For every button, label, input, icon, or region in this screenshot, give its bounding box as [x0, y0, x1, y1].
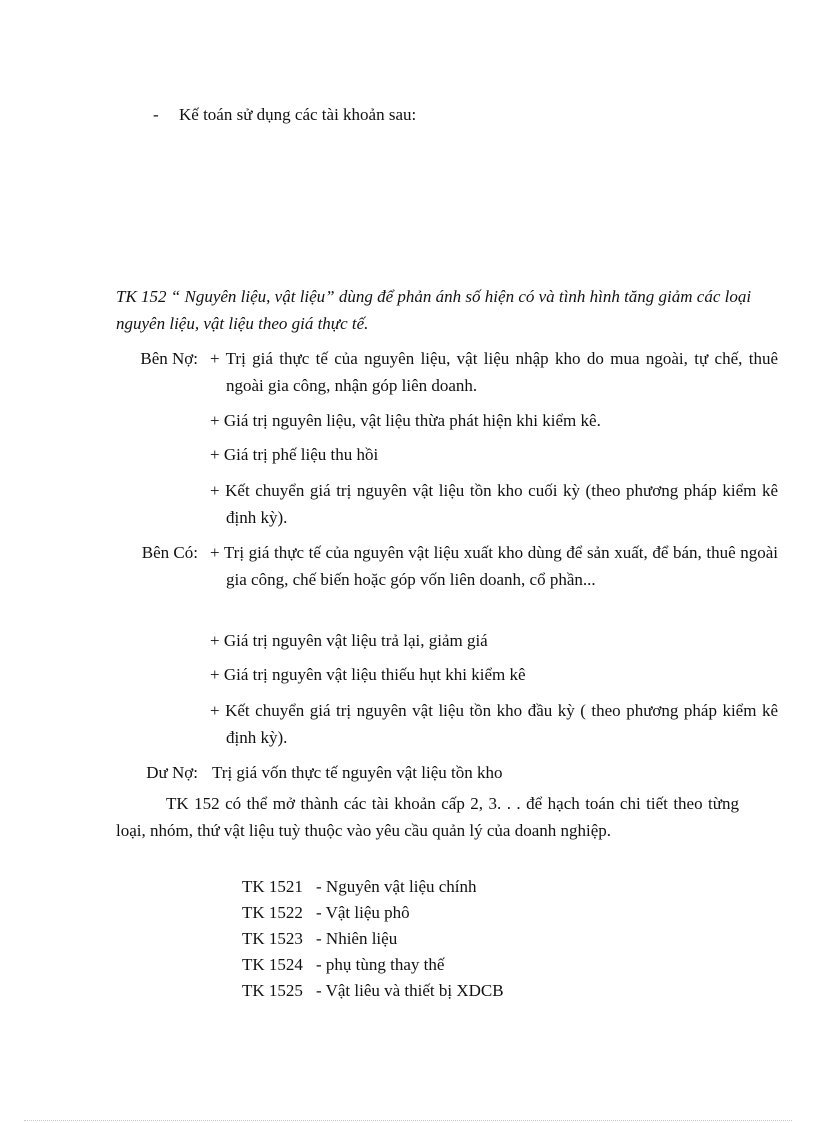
du-no-label: Dư Nợ:: [146, 763, 198, 782]
sub-account-row: [242, 874, 477, 900]
ben-no-item-2: + Giá trị nguyên liệu, vật liệu thừa phát hiện khi kiểm kê.: [210, 411, 601, 430]
sub-account-code: TK 1522: [242, 903, 303, 922]
ben-co-item-3: + Giá trị nguyên vật liệu thiếu hụt khi kiểm kê: [210, 665, 526, 684]
ben-no-item-4: + Kết chuyển giá trị nguyên vật liệu tồn kho cuối kỳ (theo phương pháp kiểm kê định kỳ).: [210, 481, 778, 527]
ben-no-label: Bên Nợ:: [140, 349, 198, 368]
sub-account-name: - Nhiên liệu: [316, 929, 398, 948]
sub-account-code: TK 1523: [242, 929, 303, 948]
intro-bullet-line: [153, 101, 416, 128]
ben-co-item-2: + Giá trị nguyên vật liệu trả lại, giảm giá: [210, 631, 488, 650]
sub-account-row: [242, 926, 397, 952]
ben-no-item-3: + Giá trị phế liệu thu hồi: [210, 445, 379, 464]
ben-co-item-1: + Trị giá thực tế của nguyên vật liệu xuất kho dùng để sản xuất, để bán, thuê ngoài gia công, chế biến hoặc góp vốn liên doanh, cổ phần...: [210, 543, 778, 589]
sub-account-name: - Vật liêu và thiết bị XDCB: [316, 981, 504, 1000]
tk152-intro-paragraph: TK 152 “ Nguyên liệu, vật liệu” dùng để phản ánh số hiện có và tình hình tăng giảm các loại nguyên liệu, vật liệu theo giá thực tế.: [116, 287, 752, 333]
sub-account-row: [242, 952, 444, 978]
ben-co-label: Bên Có:: [141, 543, 198, 562]
bullet-dash: -: [153, 105, 159, 124]
sub-account-code: TK 1521: [242, 877, 303, 896]
sub-account-code: TK 1525: [242, 981, 303, 1000]
sub-account-name: - phụ tùng thay thế: [316, 955, 445, 974]
sub-account-name: - Nguyên vật liệu chính: [316, 877, 477, 896]
du-no-text: Trị giá vốn thực tế nguyên vật liệu tồn kho: [212, 763, 503, 782]
page-bottom-divider: [24, 1120, 792, 1121]
sub-accounts-intro: TK 152 có thể mở thành các tài khoản cấp 2, 3. . . để hạch toán chi tiết theo từng loại, nhóm, thứ vật liệu tuỳ thuộc vào yêu cầu quản lý của doanh nghiệp.: [116, 794, 739, 840]
sub-account-row: [242, 900, 410, 926]
sub-account-code: TK 1524: [242, 955, 303, 974]
ben-co-item-4: + Kết chuyển giá trị nguyên vật liệu tồn kho đầu kỳ ( theo phương pháp kiểm kê định kỳ).: [210, 701, 778, 747]
sub-account-name: - Vật liệu phô: [316, 903, 410, 922]
ben-no-item-1: + Trị giá thực tế của nguyên liệu, vật liệu nhập kho do mua ngoài, tự chế, thuê ngoài gia công, nhận góp liên doanh.: [210, 349, 778, 395]
intro-text: Kế toán sử dụng các tài khoản sau:: [179, 105, 417, 124]
sub-account-row: [242, 978, 504, 1004]
